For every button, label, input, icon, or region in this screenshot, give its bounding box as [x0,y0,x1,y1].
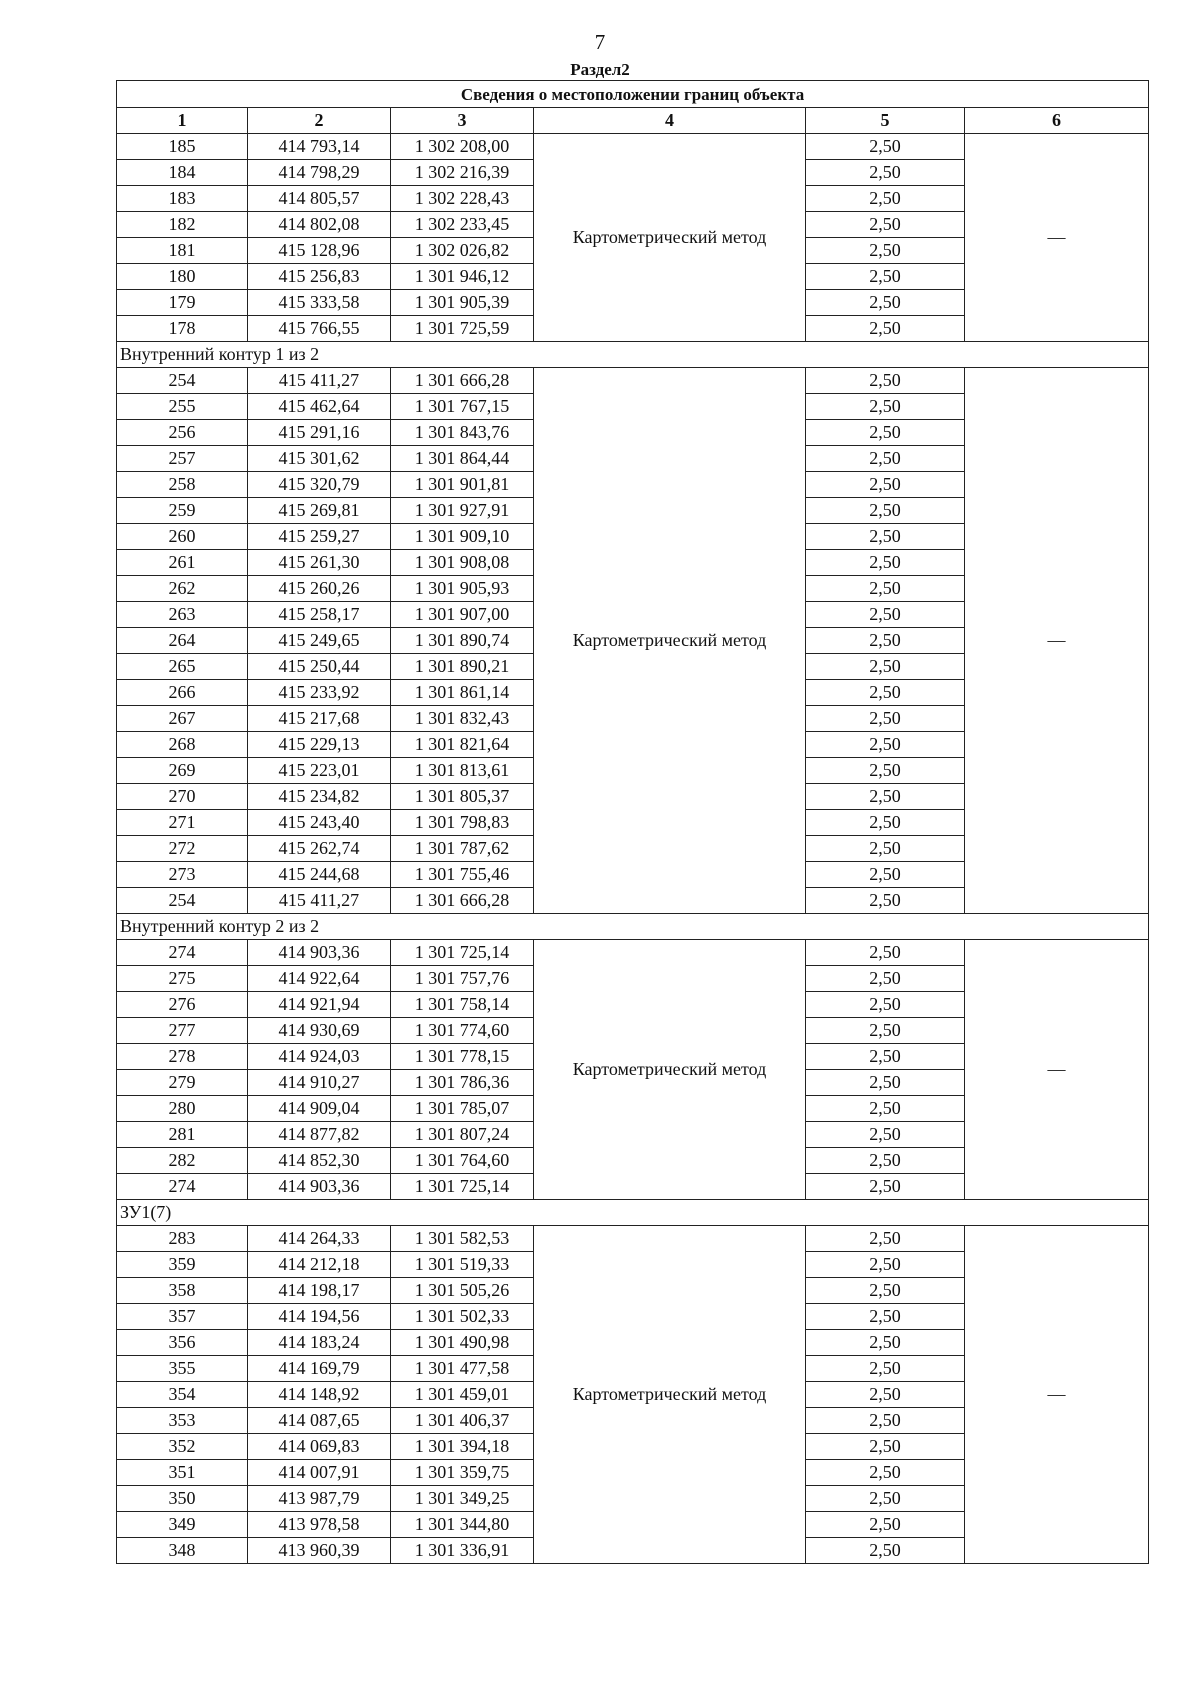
column-header: 5 [806,108,965,134]
precision-cell: 2,50 [806,1460,965,1486]
x-coordinate-cell: 415 333,58 [248,290,391,316]
x-coordinate-cell: 415 234,82 [248,784,391,810]
y-coordinate-cell: 1 301 459,01 [391,1382,534,1408]
contour-heading: Внутренний контур 2 из 2 [117,914,1149,940]
y-coordinate-cell: 1 301 805,37 [391,784,534,810]
x-coordinate-cell: 414 069,83 [248,1434,391,1460]
x-coordinate-cell: 415 223,01 [248,758,391,784]
precision-cell: 2,50 [806,472,965,498]
precision-cell: 2,50 [806,212,965,238]
point-number-cell: 183 [117,186,248,212]
point-number-cell: 256 [117,420,248,446]
x-coordinate-cell: 414 798,29 [248,160,391,186]
x-coordinate-cell: 414 805,57 [248,186,391,212]
precision-cell: 2,50 [806,1044,965,1070]
point-number-cell: 263 [117,602,248,628]
precision-cell: 2,50 [806,992,965,1018]
column-6-cell: — [965,940,1149,1200]
column-6-cell: — [965,1226,1149,1564]
page-number: 7 [594,30,606,54]
precision-cell: 2,50 [806,368,965,394]
x-coordinate-cell: 415 301,62 [248,446,391,472]
point-number-cell: 178 [117,316,248,342]
precision-cell: 2,50 [806,706,965,732]
precision-cell: 2,50 [806,888,965,914]
x-coordinate-cell: 415 260,26 [248,576,391,602]
x-coordinate-cell: 415 291,16 [248,420,391,446]
x-coordinate-cell: 414 087,65 [248,1408,391,1434]
precision-cell: 2,50 [806,602,965,628]
point-number-cell: 274 [117,940,248,966]
y-coordinate-cell: 1 301 764,60 [391,1148,534,1174]
precision-cell: 2,50 [806,836,965,862]
column-header: 1 [117,108,248,134]
method-cell: Картометрический метод [534,368,806,914]
point-number-cell: 277 [117,1018,248,1044]
y-coordinate-cell: 1 302 228,43 [391,186,534,212]
boundary-coordinates-table [116,80,1149,1564]
x-coordinate-cell: 415 249,65 [248,628,391,654]
point-number-cell: 261 [117,550,248,576]
x-coordinate-cell: 415 256,83 [248,264,391,290]
x-coordinate-cell: 415 250,44 [248,654,391,680]
column-header: 4 [534,108,806,134]
precision-cell: 2,50 [806,316,965,342]
point-number-cell: 269 [117,758,248,784]
precision-cell: 2,50 [806,498,965,524]
y-coordinate-cell: 1 301 908,08 [391,550,534,576]
x-coordinate-cell: 414 910,27 [248,1070,391,1096]
point-number-cell: 359 [117,1252,248,1278]
y-coordinate-cell: 1 301 502,33 [391,1304,534,1330]
x-coordinate-cell: 414 922,64 [248,966,391,992]
y-coordinate-cell: 1 301 807,24 [391,1122,534,1148]
table-body [117,81,1149,1564]
point-number-cell: 257 [117,446,248,472]
x-coordinate-cell: 415 217,68 [248,706,391,732]
precision-cell: 2,50 [806,1304,965,1330]
y-coordinate-cell: 1 301 582,53 [391,1226,534,1252]
point-number-cell: 260 [117,524,248,550]
y-coordinate-cell: 1 301 821,64 [391,732,534,758]
x-coordinate-cell: 415 259,27 [248,524,391,550]
method-cell: Картометрический метод [534,134,806,342]
x-coordinate-cell: 414 169,79 [248,1356,391,1382]
precision-cell: 2,50 [806,1070,965,1096]
point-number-cell: 255 [117,394,248,420]
precision-cell: 2,50 [806,810,965,836]
point-number-cell: 282 [117,1148,248,1174]
precision-cell: 2,50 [806,134,965,160]
y-coordinate-cell: 1 301 725,14 [391,1174,534,1200]
x-coordinate-cell: 413 987,79 [248,1486,391,1512]
y-coordinate-cell: 1 301 787,62 [391,836,534,862]
y-coordinate-cell: 1 301 755,46 [391,862,534,888]
point-number-cell: 259 [117,498,248,524]
precision-cell: 2,50 [806,1174,965,1200]
point-number-cell: 254 [117,888,248,914]
point-number-cell: 348 [117,1538,248,1564]
x-coordinate-cell: 415 243,40 [248,810,391,836]
point-number-cell: 180 [117,264,248,290]
point-number-cell: 179 [117,290,248,316]
point-number-cell: 353 [117,1408,248,1434]
x-coordinate-cell: 415 269,81 [248,498,391,524]
point-number-cell: 357 [117,1304,248,1330]
point-number-cell: 270 [117,784,248,810]
x-coordinate-cell: 413 978,58 [248,1512,391,1538]
x-coordinate-cell: 415 411,27 [248,368,391,394]
precision-cell: 2,50 [806,186,965,212]
y-coordinate-cell: 1 301 909,10 [391,524,534,550]
table-row [117,134,1149,160]
contour-heading-row [117,1200,1149,1226]
precision-cell: 2,50 [806,1486,965,1512]
precision-cell: 2,50 [806,1356,965,1382]
point-number-cell: 278 [117,1044,248,1070]
table-caption: Сведения о местоположении границ объекта [117,81,1149,108]
y-coordinate-cell: 1 301 767,15 [391,394,534,420]
precision-cell: 2,50 [806,680,965,706]
precision-cell: 2,50 [806,1382,965,1408]
y-coordinate-cell: 1 301 786,36 [391,1070,534,1096]
y-coordinate-cell: 1 301 907,00 [391,602,534,628]
x-coordinate-cell: 414 212,18 [248,1252,391,1278]
precision-cell: 2,50 [806,732,965,758]
precision-cell: 2,50 [806,394,965,420]
y-coordinate-cell: 1 301 477,58 [391,1356,534,1382]
x-coordinate-cell: 415 229,13 [248,732,391,758]
precision-cell: 2,50 [806,966,965,992]
y-coordinate-cell: 1 301 406,37 [391,1408,534,1434]
x-coordinate-cell: 414 852,30 [248,1148,391,1174]
table-row [117,940,1149,966]
y-coordinate-cell: 1 301 890,74 [391,628,534,654]
precision-cell: 2,50 [806,628,965,654]
y-coordinate-cell: 1 301 927,91 [391,498,534,524]
precision-cell: 2,50 [806,264,965,290]
y-coordinate-cell: 1 302 208,00 [391,134,534,160]
precision-cell: 2,50 [806,290,965,316]
precision-cell: 2,50 [806,1330,965,1356]
point-number-cell: 280 [117,1096,248,1122]
point-number-cell: 264 [117,628,248,654]
y-coordinate-cell: 1 301 394,18 [391,1434,534,1460]
y-coordinate-cell: 1 301 725,14 [391,940,534,966]
column-header: 6 [965,108,1149,134]
y-coordinate-cell: 1 302 026,82 [391,238,534,264]
column-header: 2 [248,108,391,134]
point-number-cell: 351 [117,1460,248,1486]
point-number-cell: 358 [117,1278,248,1304]
contour-heading-row [117,342,1149,368]
table-caption-row [117,81,1149,108]
x-coordinate-cell: 415 320,79 [248,472,391,498]
point-number-cell: 355 [117,1356,248,1382]
x-coordinate-cell: 415 258,17 [248,602,391,628]
y-coordinate-cell: 1 301 864,44 [391,446,534,472]
contour-heading-row [117,914,1149,940]
column-header: 3 [391,108,534,134]
x-coordinate-cell: 414 924,03 [248,1044,391,1070]
x-coordinate-cell: 414 930,69 [248,1018,391,1044]
y-coordinate-cell: 1 301 832,43 [391,706,534,732]
x-coordinate-cell: 415 262,74 [248,836,391,862]
point-number-cell: 184 [117,160,248,186]
x-coordinate-cell: 414 903,36 [248,940,391,966]
x-coordinate-cell: 415 261,30 [248,550,391,576]
y-coordinate-cell: 1 301 774,60 [391,1018,534,1044]
point-number-cell: 276 [117,992,248,1018]
x-coordinate-cell: 414 148,92 [248,1382,391,1408]
section-title: Раздел2 [570,60,630,79]
method-cell: Картометрический метод [534,940,806,1200]
point-number-cell: 185 [117,134,248,160]
x-coordinate-cell: 414 921,94 [248,992,391,1018]
point-number-cell: 271 [117,810,248,836]
y-coordinate-cell: 1 302 233,45 [391,212,534,238]
point-number-cell: 258 [117,472,248,498]
y-coordinate-cell: 1 301 901,81 [391,472,534,498]
y-coordinate-cell: 1 301 758,14 [391,992,534,1018]
precision-cell: 2,50 [806,550,965,576]
x-coordinate-cell: 415 233,92 [248,680,391,706]
x-coordinate-cell: 415 766,55 [248,316,391,342]
y-coordinate-cell: 1 301 490,98 [391,1330,534,1356]
x-coordinate-cell: 414 877,82 [248,1122,391,1148]
y-coordinate-cell: 1 301 725,59 [391,316,534,342]
point-number-cell: 349 [117,1512,248,1538]
precision-cell: 2,50 [806,1278,965,1304]
y-coordinate-cell: 1 301 505,26 [391,1278,534,1304]
precision-cell: 2,50 [806,524,965,550]
y-coordinate-cell: 1 301 905,39 [391,290,534,316]
precision-cell: 2,50 [806,784,965,810]
x-coordinate-cell: 414 007,91 [248,1460,391,1486]
precision-cell: 2,50 [806,420,965,446]
x-coordinate-cell: 414 264,33 [248,1226,391,1252]
precision-cell: 2,50 [806,1408,965,1434]
x-coordinate-cell: 415 244,68 [248,862,391,888]
precision-cell: 2,50 [806,238,965,264]
point-number-cell: 283 [117,1226,248,1252]
point-number-cell: 279 [117,1070,248,1096]
precision-cell: 2,50 [806,160,965,186]
y-coordinate-cell: 1 301 813,61 [391,758,534,784]
x-coordinate-cell: 415 128,96 [248,238,391,264]
column-header-row [117,108,1149,134]
precision-cell: 2,50 [806,1226,965,1252]
x-coordinate-cell: 413 960,39 [248,1538,391,1564]
x-coordinate-cell: 414 802,08 [248,212,391,238]
precision-cell: 2,50 [806,1148,965,1174]
y-coordinate-cell: 1 301 785,07 [391,1096,534,1122]
y-coordinate-cell: 1 301 344,80 [391,1512,534,1538]
point-number-cell: 281 [117,1122,248,1148]
point-number-cell: 273 [117,862,248,888]
x-coordinate-cell: 415 411,27 [248,888,391,914]
x-coordinate-cell: 414 194,56 [248,1304,391,1330]
point-number-cell: 274 [117,1174,248,1200]
y-coordinate-cell: 1 301 861,14 [391,680,534,706]
y-coordinate-cell: 1 301 336,91 [391,1538,534,1564]
y-coordinate-cell: 1 301 666,28 [391,368,534,394]
point-number-cell: 262 [117,576,248,602]
table-row [117,368,1149,394]
precision-cell: 2,50 [806,862,965,888]
point-number-cell: 350 [117,1486,248,1512]
y-coordinate-cell: 1 302 216,39 [391,160,534,186]
contour-heading: ЗУ1(7) [117,1200,1149,1226]
y-coordinate-cell: 1 301 946,12 [391,264,534,290]
point-number-cell: 268 [117,732,248,758]
precision-cell: 2,50 [806,940,965,966]
y-coordinate-cell: 1 301 798,83 [391,810,534,836]
point-number-cell: 356 [117,1330,248,1356]
method-cell: Картометрический метод [534,1226,806,1564]
y-coordinate-cell: 1 301 905,93 [391,576,534,602]
precision-cell: 2,50 [806,1122,965,1148]
point-number-cell: 265 [117,654,248,680]
point-number-cell: 266 [117,680,248,706]
precision-cell: 2,50 [806,446,965,472]
precision-cell: 2,50 [806,1434,965,1460]
column-6-cell: — [965,368,1149,914]
x-coordinate-cell: 415 462,64 [248,394,391,420]
y-coordinate-cell: 1 301 519,33 [391,1252,534,1278]
y-coordinate-cell: 1 301 890,21 [391,654,534,680]
x-coordinate-cell: 414 903,36 [248,1174,391,1200]
precision-cell: 2,50 [806,1512,965,1538]
y-coordinate-cell: 1 301 757,76 [391,966,534,992]
table-row [117,1226,1149,1252]
x-coordinate-cell: 414 198,17 [248,1278,391,1304]
point-number-cell: 181 [117,238,248,264]
column-6-cell: — [965,134,1149,342]
point-number-cell: 182 [117,212,248,238]
point-number-cell: 352 [117,1434,248,1460]
x-coordinate-cell: 414 183,24 [248,1330,391,1356]
y-coordinate-cell: 1 301 778,15 [391,1044,534,1070]
precision-cell: 2,50 [806,1018,965,1044]
precision-cell: 2,50 [806,654,965,680]
precision-cell: 2,50 [806,576,965,602]
point-number-cell: 354 [117,1382,248,1408]
contour-heading: Внутренний контур 1 из 2 [117,342,1149,368]
y-coordinate-cell: 1 301 843,76 [391,420,534,446]
precision-cell: 2,50 [806,1538,965,1564]
y-coordinate-cell: 1 301 359,75 [391,1460,534,1486]
point-number-cell: 254 [117,368,248,394]
x-coordinate-cell: 414 793,14 [248,134,391,160]
point-number-cell: 275 [117,966,248,992]
y-coordinate-cell: 1 301 666,28 [391,888,534,914]
x-coordinate-cell: 414 909,04 [248,1096,391,1122]
precision-cell: 2,50 [806,1252,965,1278]
y-coordinate-cell: 1 301 349,25 [391,1486,534,1512]
precision-cell: 2,50 [806,758,965,784]
point-number-cell: 272 [117,836,248,862]
precision-cell: 2,50 [806,1096,965,1122]
point-number-cell: 267 [117,706,248,732]
